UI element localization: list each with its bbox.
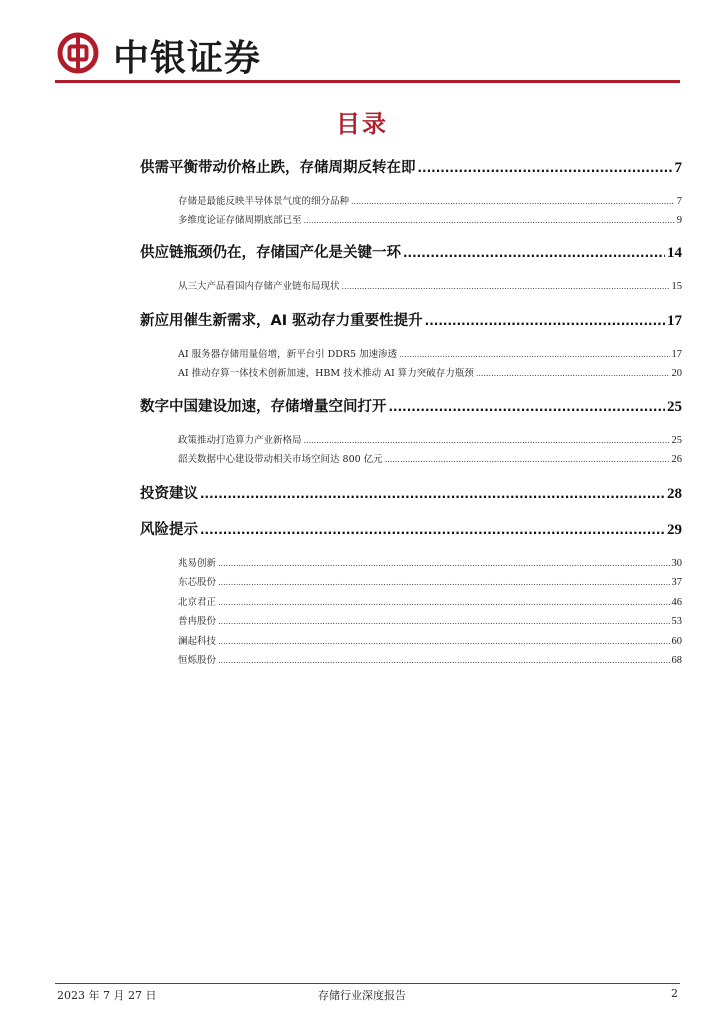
toc-entry-title: 数字中国建设加速，存储增量空间打开 (140, 399, 387, 415)
toc-entry-page: 17 (667, 313, 682, 329)
toc-entry[interactable] (178, 432, 682, 446)
leader-dots (304, 436, 670, 445)
toc-entry-title: 东芯股份 (178, 577, 217, 588)
toc-entry-page: 25 (667, 399, 682, 415)
toc-entry-page: 9 (676, 215, 682, 226)
toc-entry-page: 53 (671, 616, 682, 627)
leader-dots (403, 246, 665, 260)
toc-entry-title: AI 推动存算一体技术创新加速，HBM 技术推动 AI 算力突破存力瓶颈 (178, 368, 474, 379)
toc-entry-title: 风险提示 (140, 522, 198, 538)
toc-entry[interactable] (178, 193, 682, 207)
leader-dots (218, 578, 669, 587)
leader-dots (304, 216, 675, 225)
bank-of-china-logo-icon (57, 32, 99, 74)
footer-page-number: 2 (671, 987, 678, 1000)
toc-entry-page: 28 (667, 486, 682, 502)
leader-dots (218, 617, 669, 626)
toc-entry-title: 政策推动打造算力产业新格局 (178, 435, 302, 446)
leader-dots (218, 656, 669, 665)
leader-dots (399, 350, 669, 359)
toc-entry[interactable] (178, 633, 682, 647)
leader-dots (218, 637, 669, 646)
toc-entry-page: 29 (667, 522, 682, 538)
toc-entry[interactable] (140, 156, 682, 177)
toc-entry-title: 从三大产品看国内存储产业链布局现状 (178, 281, 340, 292)
toc-entry-title: 供应链瓶颈仍在，存储国产化是关键一环 (140, 245, 401, 261)
header-divider (55, 80, 680, 83)
toc-entry[interactable] (178, 652, 682, 666)
toc-entry-title: 恒烁股份 (178, 655, 217, 666)
leader-dots (476, 369, 670, 378)
toc-entry[interactable] (178, 594, 682, 608)
footer-divider (55, 983, 680, 984)
toc-entry[interactable] (140, 241, 682, 262)
leader-dots (351, 197, 675, 206)
toc-entry-page: 7 (676, 196, 682, 207)
leader-dots (218, 598, 669, 607)
toc-entry-title: 投资建议 (140, 486, 198, 502)
leader-dots (342, 282, 670, 291)
toc-entry[interactable] (178, 574, 682, 588)
toc-entry-page: 20 (671, 368, 682, 379)
leader-dots (200, 523, 665, 537)
toc-entry-page: 68 (671, 655, 682, 666)
toc-entry[interactable] (178, 212, 682, 226)
toc-entry-title: 新应用催生新需求，AI 驱动存力重要性提升 (140, 313, 423, 329)
toc-entry-page: 17 (671, 349, 682, 360)
leader-dots (200, 487, 665, 501)
toc-entry[interactable] (140, 309, 682, 330)
leader-dots (218, 559, 669, 568)
toc-entry-title: 存储是最能反映半导体景气度的细分品种 (178, 196, 350, 207)
toc-entry-page: 46 (671, 597, 682, 608)
toc-entry-page: 26 (671, 454, 682, 465)
toc-entry-title: 北京君正 (178, 597, 217, 608)
page-header (57, 32, 679, 82)
toc-title: 目录 (336, 110, 388, 138)
toc-entry-page: 25 (671, 435, 682, 446)
toc-entry-title: AI 服务器存储用量倍增，新平台引 DDR5 加速渗透 (178, 349, 398, 360)
toc-entry-title: 澜起科技 (178, 636, 217, 647)
toc-entry[interactable] (178, 278, 682, 292)
brand-name: 中银证券 (113, 38, 262, 79)
toc-entry[interactable] (178, 451, 682, 465)
toc-entry[interactable] (178, 346, 682, 360)
toc-entry[interactable] (140, 395, 682, 416)
toc-entry-page: 60 (671, 636, 682, 647)
leader-dots (389, 400, 666, 414)
leader-dots (385, 455, 670, 464)
toc-entry-title: 普冉股份 (178, 616, 217, 627)
toc-entry[interactable] (140, 482, 682, 503)
toc-entry-title: 韶关数据中心建设带动相关市场空间达 800 亿元 (178, 454, 383, 465)
toc-entry-page: 37 (671, 577, 682, 588)
toc-entry[interactable] (140, 518, 682, 539)
toc-entry[interactable] (178, 555, 682, 569)
toc-entry[interactable] (178, 613, 682, 627)
toc-entry[interactable] (178, 365, 682, 379)
footer-report-name: 存储行业深度报告 (318, 989, 406, 1002)
leader-dots (425, 314, 665, 328)
toc-entry-page: 30 (671, 558, 682, 569)
toc-entry-page: 7 (674, 160, 682, 176)
toc-entry-page: 15 (671, 281, 682, 292)
toc-entry-page: 14 (667, 245, 682, 261)
toc-entry-title: 多维度论证存储周期底部已至 (178, 215, 302, 226)
footer-date: 2023 年 7 月 27 日 (57, 989, 157, 1002)
toc-entry-title: 供需平衡带动价格止跌，存储周期反转在即 (140, 160, 416, 176)
toc-entry-title: 兆易创新 (178, 558, 217, 569)
leader-dots (418, 161, 673, 175)
